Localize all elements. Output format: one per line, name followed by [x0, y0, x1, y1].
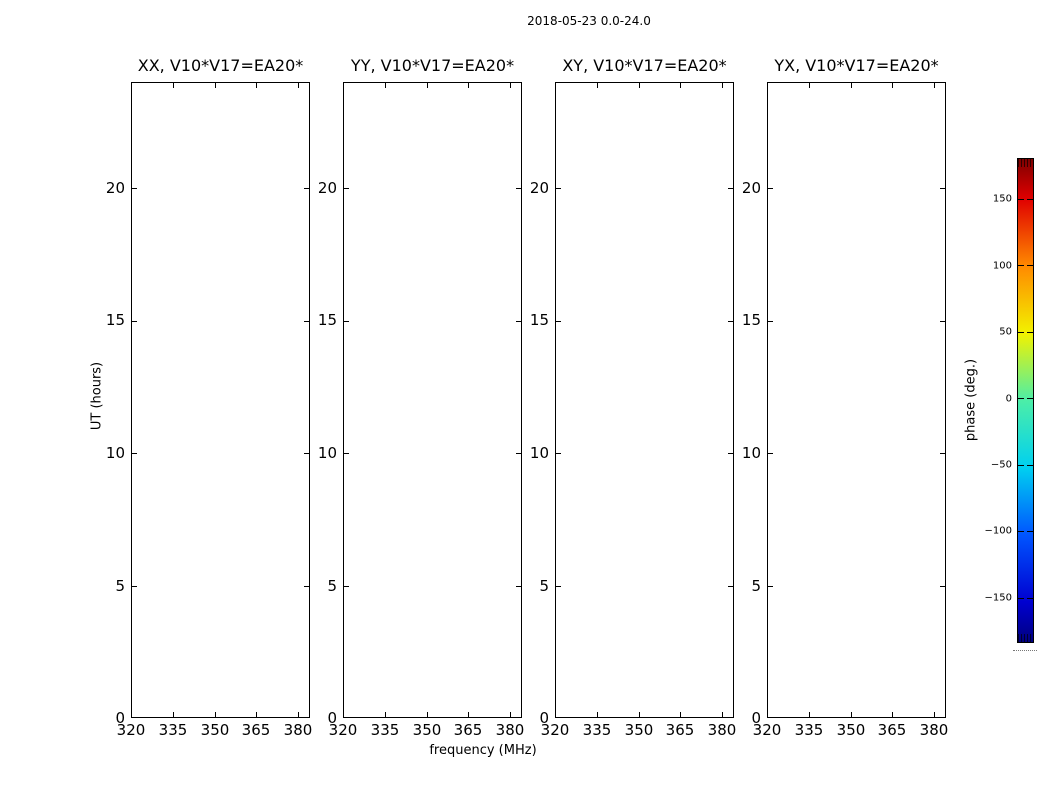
y-tick-mark: [132, 188, 137, 189]
y-tick-label: 10: [741, 444, 761, 462]
x-tick-label: 365: [877, 721, 907, 739]
colorbar-tick-mark: [1027, 531, 1033, 532]
colorbar-tick-label: −150: [984, 592, 1012, 604]
y-tick-mark: [940, 586, 945, 587]
x-tick-mark: [298, 712, 299, 717]
y-tick-mark: [728, 586, 733, 587]
x-tick-mark: [892, 712, 893, 717]
x-tick-label: 350: [412, 721, 442, 739]
x-tick-label: 380: [495, 721, 525, 739]
x-tick-label: 335: [582, 721, 612, 739]
plot-area: [131, 82, 310, 718]
x-tick-mark: [680, 712, 681, 717]
y-tick-mark: [768, 321, 773, 322]
x-tick-mark: [256, 83, 257, 88]
y-tick-mark: [768, 586, 773, 587]
plot-area: [555, 82, 734, 718]
x-tick-mark: [851, 83, 852, 88]
y-tick-label: 15: [741, 311, 761, 329]
colorbar-tick-mark: [1018, 332, 1024, 333]
y-tick-mark: [304, 586, 309, 587]
x-tick-label: 350: [200, 721, 230, 739]
subplot-yy: [317, 0, 525, 770]
y-tick-mark: [940, 188, 945, 189]
y-tick-mark: [304, 453, 309, 454]
y-tick-label: 0: [115, 709, 125, 727]
subplot-xx: [105, 0, 313, 770]
colorbar-tick-mark: [1018, 598, 1024, 599]
y-tick-mark: [344, 453, 349, 454]
y-tick-mark: [344, 188, 349, 189]
y-tick-label: 20: [741, 179, 761, 197]
x-tick-mark: [934, 712, 935, 717]
y-tick-label: 20: [105, 179, 125, 197]
x-tick-mark: [597, 83, 598, 88]
colorbar-tick-mark: [1018, 199, 1024, 200]
x-tick-mark: [722, 83, 723, 88]
y-tick-label: 10: [105, 444, 125, 462]
x-tick-mark: [468, 83, 469, 88]
x-tick-mark: [385, 712, 386, 717]
y-tick-label: 5: [327, 577, 337, 595]
colorbar-tick-label: 50: [999, 326, 1012, 338]
y-axis-label: UT (hours): [89, 361, 105, 431]
y-tick-mark: [940, 453, 945, 454]
colorbar-tick-mark: [1018, 398, 1024, 399]
x-tick-mark: [639, 712, 640, 717]
x-tick-mark: [173, 712, 174, 717]
colorbar-tick-label: 100: [992, 260, 1012, 272]
y-tick-mark: [304, 188, 309, 189]
colorbar-tick-mark: [1018, 531, 1024, 532]
colorbar-tick-mark: [1027, 465, 1033, 466]
colorbar-tick-label: 150: [992, 193, 1012, 205]
colorbar-dotted-line: [1013, 650, 1037, 651]
colorbar-tick-mark: [1018, 265, 1024, 266]
x-tick-label: 350: [836, 721, 866, 739]
y-tick-mark: [556, 188, 561, 189]
x-tick-mark: [510, 83, 511, 88]
y-tick-label: 10: [317, 444, 337, 462]
x-tick-mark: [468, 712, 469, 717]
x-tick-mark: [722, 712, 723, 717]
x-tick-mark: [639, 83, 640, 88]
x-tick-mark: [809, 83, 810, 88]
colorbar-label: phase (deg.): [963, 358, 979, 442]
subplot-title: YY, V10*V17=EA20*: [350, 56, 515, 75]
colorbar-tick-mark: [1027, 598, 1033, 599]
y-tick-label: 0: [751, 709, 761, 727]
colorbar-tick-mark: [1027, 199, 1033, 200]
colorbar-tick-mark: [1027, 332, 1033, 333]
y-tick-mark: [728, 453, 733, 454]
colorbar-tick-mark: [1027, 398, 1033, 399]
x-tick-label: 350: [624, 721, 654, 739]
y-tick-label: 0: [327, 709, 337, 727]
x-tick-label: 365: [665, 721, 695, 739]
x-tick-label: 380: [283, 721, 313, 739]
x-tick-mark: [298, 83, 299, 88]
y-tick-mark: [344, 321, 349, 322]
y-tick-mark: [556, 321, 561, 322]
y-tick-label: 0: [539, 709, 549, 727]
y-tick-label: 15: [317, 311, 337, 329]
y-tick-mark: [768, 453, 773, 454]
x-tick-label: 335: [158, 721, 188, 739]
x-tick-mark: [680, 83, 681, 88]
x-tick-label: 365: [241, 721, 271, 739]
y-tick-label: 20: [317, 179, 337, 197]
x-tick-label: 335: [794, 721, 824, 739]
y-tick-label: 5: [539, 577, 549, 595]
x-tick-label: 365: [453, 721, 483, 739]
y-tick-label: 20: [529, 179, 549, 197]
colorbar-tick-label: 0: [1005, 393, 1012, 405]
colorbar: [1017, 158, 1034, 643]
y-tick-mark: [516, 188, 521, 189]
y-tick-mark: [556, 586, 561, 587]
y-tick-mark: [728, 321, 733, 322]
x-tick-mark: [256, 712, 257, 717]
x-tick-label: 320: [328, 721, 358, 739]
x-tick-label: 380: [919, 721, 949, 739]
y-tick-label: 15: [105, 311, 125, 329]
y-tick-mark: [304, 321, 309, 322]
y-tick-label: 5: [751, 577, 761, 595]
subplot-yx: [741, 0, 949, 770]
y-tick-mark: [132, 586, 137, 587]
x-tick-label: 320: [116, 721, 146, 739]
colorbar-tick-mark: [1027, 265, 1033, 266]
x-tick-mark: [385, 83, 386, 88]
y-tick-mark: [516, 321, 521, 322]
y-tick-label: 10: [529, 444, 549, 462]
subplot-title: XY, V10*V17=EA20*: [562, 56, 727, 75]
x-tick-mark: [427, 712, 428, 717]
figure-title: 2018-05-23 0.0-24.0: [527, 14, 651, 28]
x-tick-label: 335: [370, 721, 400, 739]
x-tick-mark: [597, 712, 598, 717]
y-tick-label: 15: [529, 311, 549, 329]
colorbar-tick-mark: [1018, 465, 1024, 466]
colorbar-tick-label: −100: [984, 525, 1012, 537]
y-tick-label: 5: [115, 577, 125, 595]
x-tick-mark: [215, 83, 216, 88]
y-tick-mark: [516, 453, 521, 454]
x-tick-mark: [173, 83, 174, 88]
colorbar-tick-label: −50: [990, 459, 1012, 471]
x-tick-mark: [215, 712, 216, 717]
subplot-title: XX, V10*V17=EA20*: [137, 56, 304, 75]
x-tick-mark: [934, 83, 935, 88]
plot-area: [767, 82, 946, 718]
y-tick-mark: [728, 188, 733, 189]
x-tick-mark: [851, 712, 852, 717]
plot-area: [343, 82, 522, 718]
x-tick-mark: [892, 83, 893, 88]
x-axis-label: frequency (MHz): [429, 743, 537, 758]
x-tick-label: 380: [707, 721, 737, 739]
x-tick-label: 320: [752, 721, 782, 739]
subplot-title: YX, V10*V17=EA20*: [774, 56, 939, 75]
x-tick-mark: [809, 712, 810, 717]
colorbar-hatch-bottom: [1018, 634, 1033, 642]
y-tick-mark: [516, 586, 521, 587]
y-tick-mark: [344, 586, 349, 587]
x-tick-label: 320: [540, 721, 570, 739]
x-tick-mark: [510, 712, 511, 717]
y-tick-mark: [556, 453, 561, 454]
y-tick-mark: [768, 188, 773, 189]
y-tick-mark: [132, 321, 137, 322]
x-tick-mark: [427, 83, 428, 88]
y-tick-mark: [132, 453, 137, 454]
colorbar-hatch-top: [1018, 159, 1033, 167]
subplot-xy: [529, 0, 737, 770]
y-tick-mark: [940, 321, 945, 322]
